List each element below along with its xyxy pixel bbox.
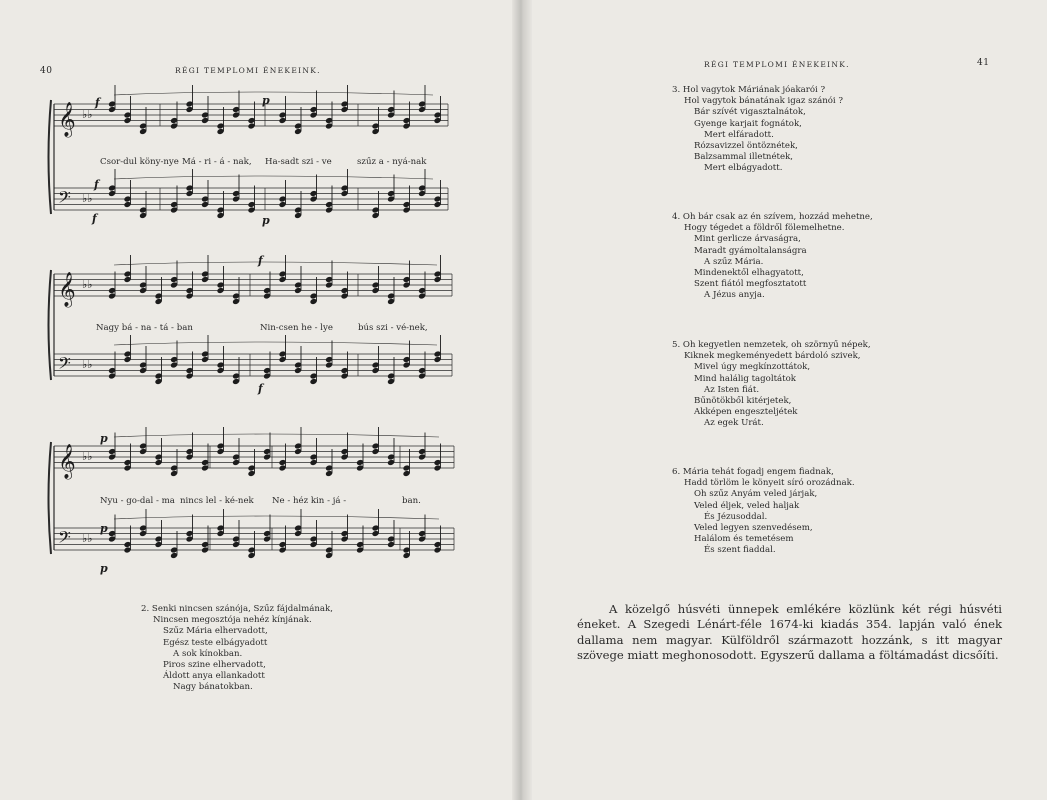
running-header-right: RÉGI TEMPLOMI ÉNEKEINK. [704,60,850,69]
verse-3 [672,85,843,175]
verse-3-line: Bár szívét vigasztalnátok, [694,107,806,118]
dynamic-forte-bass: f [94,178,99,191]
verse-4-line: Maradt gyámoltalanságra [694,245,807,256]
verse-2-line: Egész teste elbágyadott [163,637,268,648]
key-signature-flat-icon: ♭♭ [82,277,93,291]
verse-3-line: Gyenge karjait fognátok, [694,118,802,129]
dynamic-piano: p [262,94,270,107]
verse-2-line: Nagy bánatokban. [173,682,253,693]
dynamic-piano-3-bass-lower: p [100,562,108,575]
verse-4-line: Szent fiától megfosztatott [694,279,807,290]
key-signature-flat-icon: ♭♭ [82,357,93,371]
verse-5 [672,340,871,430]
phrase-slur [114,92,433,95]
verse-3-line: Rózsavizzel öntöznétek, [694,141,798,152]
verse-2-line: Piros szine elhervadott, [163,660,266,671]
verse-4-line: A Jézus anyja. [704,290,765,301]
dynamic-forte: f [95,96,100,109]
lyric-system-3-part-3: Ne - héz kin - já - [272,496,347,506]
key-signature-flat-icon: ♭♭ [82,191,93,205]
verse-4-line: A szűz Mária. [704,256,764,267]
page-number-left: 40 [40,66,53,76]
lyric-system-1-part-2: Má - ri - á - nak, [182,157,252,167]
prose-text: A közelgő húsvéti ünnepek emlékére közlünk két régi húsvéti éneket. A Szegedi Lénárt-féle 1674-ki kiadás 354. lapján való ének dallama nem magyar. Külföldről származott hozzánk, s itt magyar szövege miatt meghonosodott. Egyszerű dallama a föltámadást dicsőíti. [577,602,1002,663]
system-brace [49,100,52,214]
dynamic-piano-3-bass: p [100,522,108,535]
page-number-right: 41 [977,58,990,68]
verse-4-line: Mint gerlicze árvaságra, [694,234,801,245]
key-signature-flat-icon: ♭♭ [82,449,93,463]
verse-3-line: Mert elfáradott. [704,129,774,140]
verse-6-line: Veled éljek, veled haljak [694,500,800,511]
verse-6-line: Hadd törlöm le könyeit síró orozádnak. [684,478,855,489]
phrase-slur [114,516,439,519]
dynamic-piano-3: p [100,432,108,445]
verse-4-line: 4. Oh bár csak az én szívem, hozzád mehetne, [672,212,873,222]
phrase-slur [114,262,437,265]
verse-6-line: 6. Mária tehát fogadj engem fiadnak, [672,467,834,477]
treble-clef-icon: 𝄞 [58,444,76,479]
key-signature-flat-icon: ♭♭ [82,107,93,121]
lyric-system-3-part-1: Nyu - go-dal - ma [100,496,175,506]
verse-6-line: És Jézusoddal. [704,511,768,522]
lyric-system-2-part-1: Nagy bá - na - tá - ban [96,323,193,333]
book-gutter [512,0,532,800]
verse-3-line: Mert elbágyadott. [704,163,783,174]
music-score [40,82,470,587]
verse-5-line: Kiknek megkeményedett bárdoló szivek, [684,351,861,362]
prose-paragraph [577,602,1002,664]
lyric-system-2-part-2: Nin-csen he - lye [260,323,333,333]
running-header-left: RÉGI TEMPLOMI ÉNEKEINK. [175,66,321,75]
verse-4-line: Mindenektől elhagyatott, [694,268,804,279]
verse-2-line: Áldott anya ellankadott [163,671,265,682]
verse-2-line: 2. Senki nincsen szánója, Szűz fájdalmának, [141,604,333,614]
verse-3-line: 3. Hol vagytok Máriának jóakarói ? [672,85,826,95]
verse-2 [141,604,333,694]
bass-clef-icon: 𝄢 [58,187,71,211]
lyric-system-1-part-3: Ha-sadt szi - ve [265,157,332,167]
lyric-system-3-part-4: ban. [402,496,421,506]
verse-5-line: Bűnötökből kitérjetek, [694,396,792,407]
key-signature-flat-icon: ♭♭ [82,531,93,545]
verse-5-line: Az Isten fiát. [704,384,760,395]
verse-5-line: Az egek Urát. [704,418,764,429]
verse-5-line: 5. Oh kegyetlen nemzetek, oh szörnyű népek, [672,340,871,350]
bass-clef-icon: 𝄢 [58,353,71,377]
dynamic-forte-2: f [258,254,263,267]
verse-2-line: Szűz Mária elhervadott, [163,626,268,637]
dynamic-piano-bass: p [262,214,270,227]
lyric-system-1-part-1: Csor-dul köny-nye [100,157,179,167]
lyric-system-3-part-2: nincs lel - ké-nek [180,496,254,506]
bass-clef-icon: 𝄢 [58,527,71,551]
verse-6-line: Oh szűz Anyám veled járjak, [694,489,818,500]
verse-6-line: Halálom és temetésem [694,534,794,545]
right-page [521,0,1047,800]
verse-2-line: Nincsen megosztója nehéz kínjának. [153,615,312,626]
verse-6 [672,467,855,557]
verse-5-line: Mind halálig tagoltátok [694,373,796,384]
phrase-slur [114,342,437,345]
lyric-system-2-part-3: bús szi - vé-nek, [358,323,428,333]
treble-clef-icon: 𝄞 [58,272,76,307]
phrase-slur [114,176,433,179]
phrase-slur [114,434,439,437]
verse-5-line: Mivel úgy megkínzottátok, [694,362,811,373]
verse-3-line: Hol vagytok bánatának igaz szánói ? [684,96,843,107]
left-page [0,0,521,800]
dynamic-forte-bass-lower: f [92,212,97,225]
verse-4 [672,212,873,302]
verse-6-line: És szent fiaddal. [704,545,776,556]
lyric-system-1-part-4: szűz a - nyá-nak [357,157,427,167]
system-brace [49,442,52,554]
verse-3-line: Balzsammal illetnétek, [694,152,794,163]
verse-2-line: A sok kínokban. [173,648,243,659]
dynamic-forte-2-bass: f [258,382,263,395]
verse-5-line: Akképen engeszteljétek [694,407,798,418]
treble-clef-icon: 𝄞 [58,102,76,137]
verse-4-line: Hogy tégedet a földről fölemelhetne. [684,223,845,234]
verse-6-line: Veled legyen szenvedésem, [694,523,813,534]
system-brace [49,270,52,380]
